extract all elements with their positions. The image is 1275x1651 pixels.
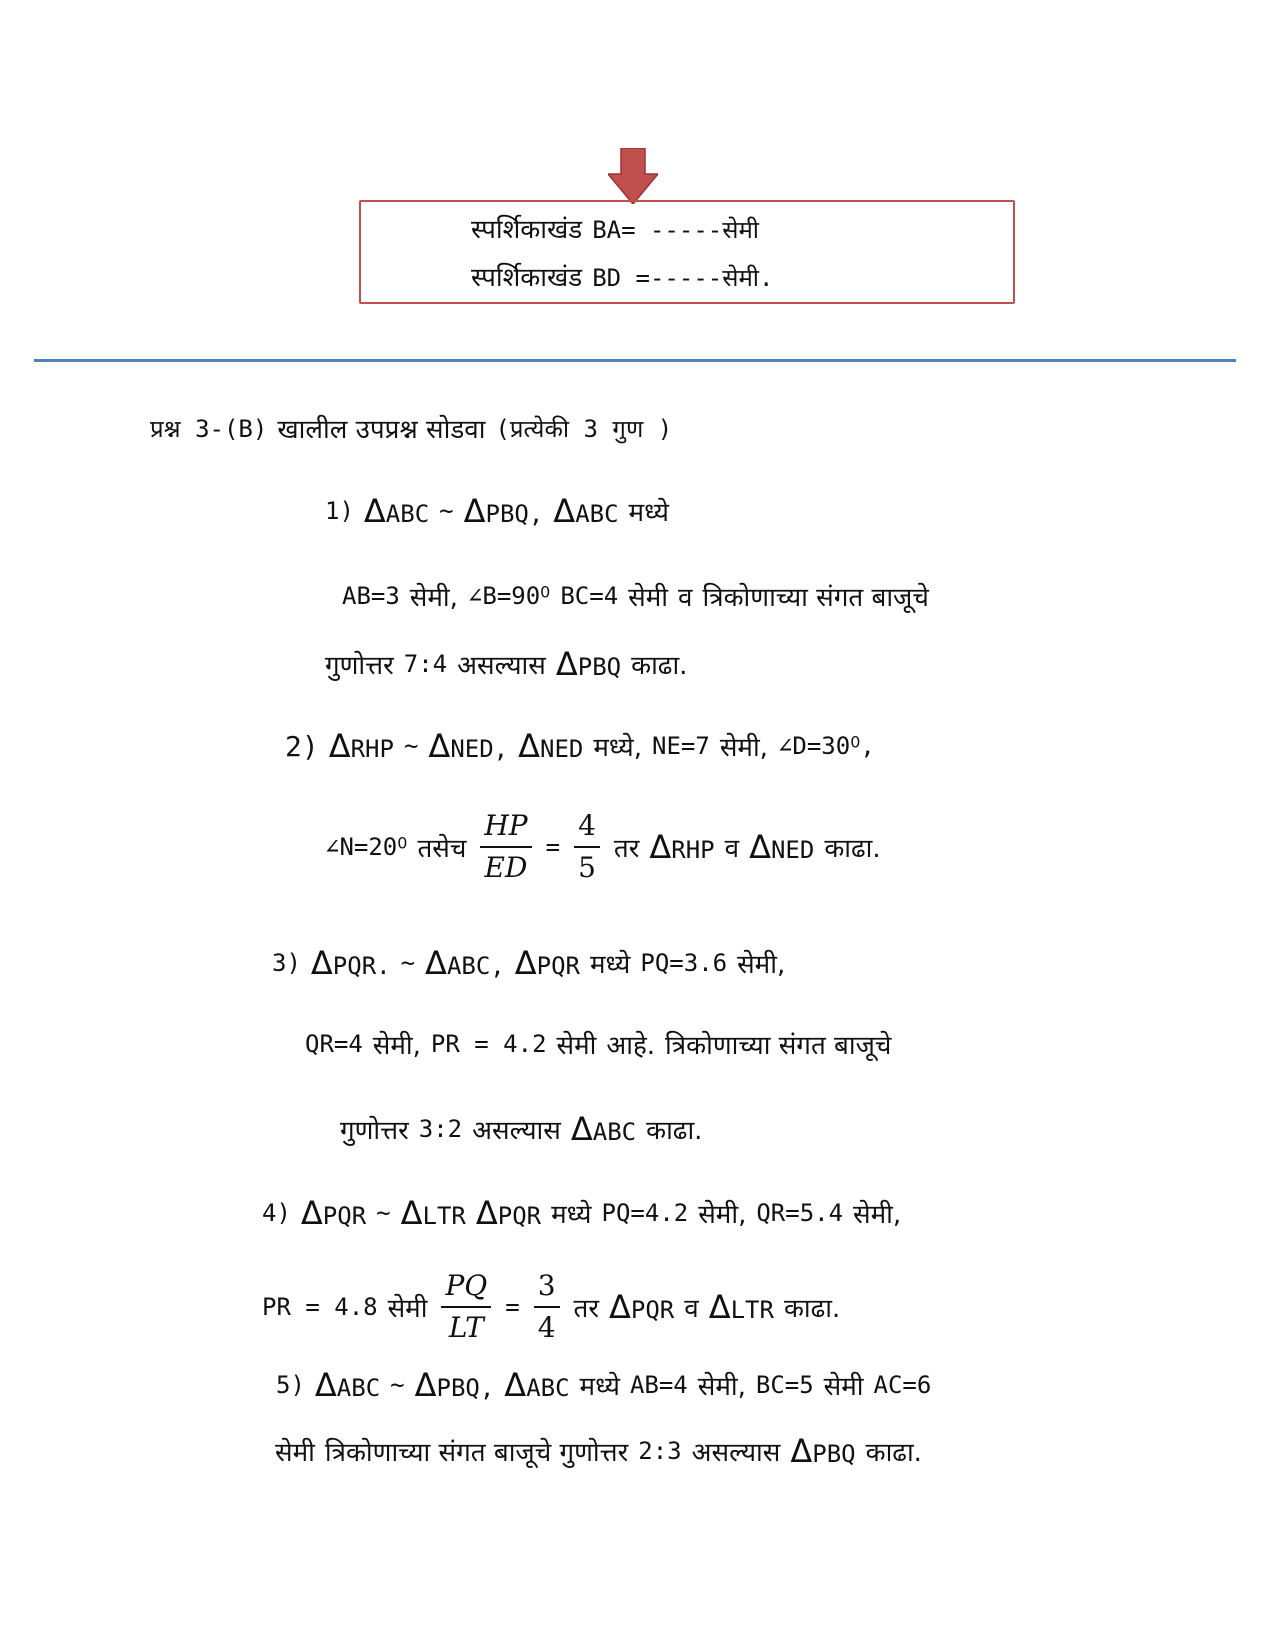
equals-symbol: = [505, 1293, 520, 1321]
triangle-label: PQR [536, 952, 580, 980]
measure: BC=4 [560, 582, 619, 610]
measure: PQ=3.6 [640, 949, 728, 977]
degree: 0 [397, 833, 408, 853]
triangle-icon: Δ [414, 1366, 437, 1404]
triangle-label: PBQ [812, 1440, 856, 1468]
triangle-label: PQR [322, 1202, 367, 1230]
q5-line2 [275, 1432, 922, 1470]
text: तर [573, 1294, 599, 1324]
text: व [678, 583, 693, 613]
unit: सेमी, [409, 583, 458, 613]
triangle-icon: Δ [518, 727, 540, 765]
unit: सेमी [628, 583, 669, 613]
triangle-label: ABC, [446, 952, 505, 980]
text: मध्ये [551, 1200, 592, 1230]
fraction-denominator: ED [484, 851, 528, 884]
triangle-icon: Δ [314, 1366, 337, 1404]
triangle-label: PQR [630, 1296, 675, 1324]
angle: ∠B=90 [467, 582, 541, 610]
triangle-label: PQR. [332, 952, 391, 980]
ratio: 7:4 [403, 650, 448, 678]
unit: सेमी, [372, 1031, 421, 1061]
question-marks: (प्रत्येकी 3 गुण ) [495, 414, 673, 443]
triangle-icon: Δ [749, 828, 771, 866]
measure: AB=4 [629, 1371, 688, 1399]
triangle-icon: Δ [475, 1194, 498, 1232]
triangle-icon: Δ [649, 828, 672, 866]
text: काढा. [783, 1294, 841, 1324]
answer-label: स्पर्शिकाखंड [471, 263, 583, 293]
question-instruction: खालील उपप्रश्न सोडवा [277, 415, 486, 445]
fraction-numerator: 4 [574, 812, 600, 848]
triangle-label: PBQ, [436, 1374, 495, 1402]
q2-line2 [325, 809, 881, 884]
q1-line2 [342, 578, 929, 614]
unit: सेमी, [698, 1200, 747, 1230]
q3-line2 [305, 1026, 891, 1062]
fraction-3-4 [534, 1269, 560, 1344]
text: आहे. [606, 1031, 656, 1061]
text: मध्ये, [593, 733, 643, 763]
measure: AC=6 [873, 1371, 932, 1399]
q1-line1 [325, 492, 669, 530]
text: असल्यास [472, 1116, 561, 1146]
item-number: 4) [262, 1199, 291, 1227]
triangle-icon: Δ [463, 492, 486, 530]
triangle-icon: Δ [570, 1110, 593, 1148]
triangle-label: LTR [730, 1296, 774, 1324]
similar-symbol: ~ [403, 732, 419, 760]
triangle-icon: Δ [555, 645, 578, 683]
triangle-label: ABC [592, 1118, 637, 1146]
item-number: 3) [272, 949, 301, 977]
triangle-label: NED [540, 735, 584, 763]
triangle-label: LTR [422, 1202, 466, 1230]
similar-symbol: ~ [400, 949, 416, 977]
triangle-icon: Δ [790, 1432, 813, 1470]
measure: PR = 4.8 [262, 1293, 378, 1321]
unit: सेमी [556, 1031, 597, 1061]
item-number: 5) [276, 1371, 305, 1399]
text: त्रिकोणाच्या संगत बाजूचे [702, 583, 929, 613]
triangle-label: ABC [385, 500, 430, 528]
angle: ∠N=20 [325, 833, 398, 861]
degree: 0 [540, 582, 551, 602]
fraction-denominator: 4 [537, 1311, 556, 1344]
degree: 0 [850, 732, 861, 752]
text: काढा. [646, 1116, 703, 1146]
text: मध्ये [628, 498, 669, 528]
similar-symbol: ~ [390, 1371, 405, 1399]
text: मध्ये [579, 1372, 620, 1402]
item-number: 2) [285, 729, 319, 763]
triangle-icon: Δ [609, 1288, 631, 1326]
triangle-label: ABC [336, 1374, 381, 1402]
triangle-icon: Δ [425, 944, 447, 982]
q3-line3 [340, 1110, 702, 1148]
fraction-hp-ed [480, 809, 531, 884]
answer-line-ba [471, 210, 759, 246]
unit: सेमी [387, 1294, 428, 1324]
answer-line-bd [471, 258, 773, 294]
text: असल्यास [691, 1438, 781, 1468]
section-divider [34, 359, 1236, 362]
triangle-icon: Δ [300, 1194, 323, 1232]
fraction-4-5 [574, 809, 600, 884]
triangle-icon: Δ [363, 492, 386, 530]
triangle-icon: Δ [310, 944, 333, 982]
question-header [150, 410, 672, 446]
q1-line3 [325, 645, 687, 683]
measure: BC=5 [755, 1371, 814, 1399]
triangle-label: RHP [350, 735, 394, 763]
fraction-denominator: LT [448, 1311, 484, 1344]
q4-line2 [262, 1269, 841, 1344]
q4-line1 [262, 1194, 901, 1232]
unit: सेमी, [853, 1200, 902, 1230]
unit: सेमी [823, 1372, 864, 1402]
similar-symbol: ~ [439, 497, 454, 525]
text: काढा. [631, 651, 688, 681]
measure: AB=3 [342, 582, 400, 610]
equals-symbol: = [545, 833, 561, 861]
triangle-icon: Δ [400, 1194, 423, 1232]
fraction-numerator: PQ [441, 1272, 491, 1308]
triangle-icon: Δ [328, 727, 351, 765]
triangle-label: ABC [575, 500, 619, 528]
item-number: 1) [325, 497, 354, 525]
similar-symbol: ~ [376, 1199, 391, 1227]
text: तसेच [417, 834, 467, 864]
triangle-label: ABC [526, 1374, 570, 1402]
text: व [684, 1294, 699, 1324]
text: गुणोत्तर [340, 1116, 409, 1146]
triangle-label: NED [770, 836, 815, 864]
unit: सेमी, [697, 1372, 746, 1402]
triangle-label: PQR [497, 1202, 542, 1230]
text: व [724, 834, 740, 864]
answer-value: BD =-----सेमी. [592, 264, 774, 292]
text: तर [613, 834, 640, 864]
triangle-icon: Δ [428, 727, 451, 765]
triangle-icon: Δ [708, 1288, 731, 1326]
fraction-denominator: 5 [578, 851, 596, 884]
fraction-pq-lt [441, 1269, 491, 1344]
answer-label: स्पर्शिकाखंड [471, 215, 583, 245]
fraction-numerator: 3 [534, 1272, 560, 1308]
triangle-label: NED, [450, 735, 509, 763]
text: काढा. [865, 1438, 922, 1468]
text: , [860, 732, 875, 760]
q2-line1 [285, 727, 875, 765]
text: त्रिकोणाच्या संगत बाजूचे गुणोत्तर [324, 1438, 629, 1468]
triangle-label: PBQ, [485, 500, 544, 528]
triangle-icon: Δ [514, 944, 537, 982]
fraction-numerator: HP [480, 812, 531, 848]
measure: PQ=4.2 [601, 1199, 689, 1227]
measure: NE=7 [652, 732, 710, 760]
measure: QR=4 [305, 1030, 363, 1058]
q3-line1 [272, 944, 785, 982]
unit: सेमी [275, 1438, 315, 1468]
down-arrow-icon [608, 148, 658, 204]
angle: ∠D=30 [777, 732, 851, 760]
triangle-icon: Δ [553, 492, 576, 530]
unit: सेमी, [719, 733, 768, 763]
triangle-label: RHP [671, 836, 715, 864]
triangle-icon: Δ [504, 1366, 527, 1404]
text: असल्यास [457, 651, 546, 681]
answer-value: BA= -----सेमी [592, 216, 760, 244]
ratio: 3:2 [418, 1115, 463, 1143]
unit: सेमी, [737, 950, 786, 980]
measure: PR = 4.2 [430, 1030, 547, 1058]
triangle-label: PBQ [577, 653, 622, 681]
text: गुणोत्तर [325, 651, 394, 681]
q5-line1 [276, 1366, 931, 1404]
text: काढा. [824, 834, 881, 864]
text: मध्ये [589, 950, 631, 980]
answer-box [359, 200, 1015, 304]
question-number: प्रश्न 3-(B) [150, 414, 268, 443]
text: त्रिकोणाच्या संगत बाजूचे [665, 1031, 892, 1061]
ratio: 2:3 [638, 1437, 682, 1465]
measure: QR=5.4 [756, 1199, 844, 1227]
